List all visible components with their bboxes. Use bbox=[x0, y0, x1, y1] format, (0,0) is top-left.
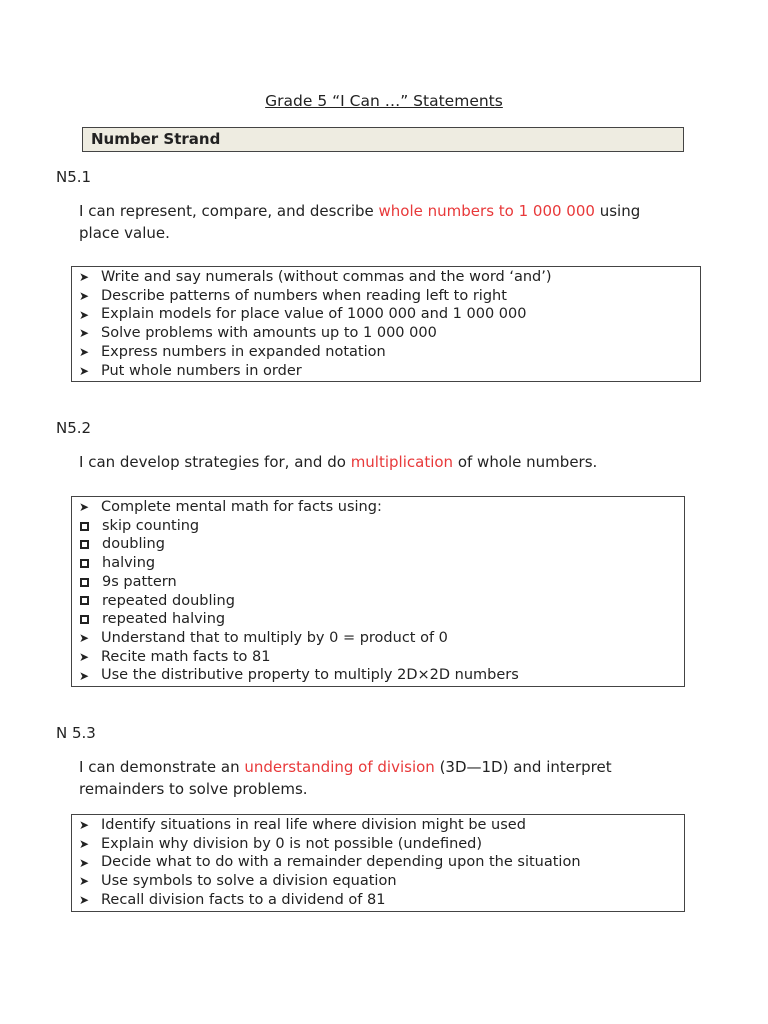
statement-text: I can represent, compare, and describe bbox=[79, 202, 379, 220]
statement-text: I can demonstrate an bbox=[79, 758, 245, 776]
statement-text: I can develop strategies for, and do bbox=[79, 453, 351, 471]
checklist-box bbox=[71, 496, 685, 687]
section-code: N5.2 bbox=[56, 419, 92, 437]
arrow-bullet-icon: ➤ bbox=[79, 874, 90, 889]
strand-header: Number Strand bbox=[82, 127, 684, 152]
list-item bbox=[79, 592, 684, 611]
checkbox-square-icon bbox=[80, 522, 89, 531]
list-item bbox=[79, 535, 684, 554]
list-item bbox=[79, 853, 684, 872]
arrow-bullet-icon: ➤ bbox=[79, 631, 90, 646]
list-item bbox=[79, 305, 700, 324]
list-item bbox=[79, 891, 684, 910]
list-item-text: skip counting bbox=[102, 517, 200, 534]
statement-text: of whole numbers. bbox=[453, 453, 598, 471]
list-item bbox=[79, 517, 684, 536]
arrow-bullet-icon: ➤ bbox=[79, 649, 90, 664]
list-item-text: Decide what to do with a remainder depending upon the situation bbox=[101, 854, 581, 871]
list-item-text: Complete mental math for facts using: bbox=[101, 499, 382, 515]
list-item bbox=[79, 872, 684, 891]
page-title: Grade 5 “I Can …” Statements bbox=[265, 92, 503, 110]
list-item-text: Understand that to multiply by 0 = product of 0 bbox=[101, 629, 448, 646]
statement-text: (3D—1D) and interpret remainders to solve problems. bbox=[79, 758, 612, 798]
statement-highlight: understanding of division bbox=[244, 758, 435, 776]
list-item-text: 9s pattern bbox=[102, 573, 177, 590]
list-item-text: Describe patterns of numbers when reading left to right bbox=[101, 287, 507, 304]
checklist-box bbox=[71, 266, 701, 382]
section-statement bbox=[79, 451, 679, 473]
list-item-text: Recite math facts to 81 bbox=[101, 648, 271, 665]
list-item-text: halving bbox=[102, 555, 156, 572]
list-item-text: Explain models for place value of 1000 000 and 1 000 000 bbox=[101, 306, 527, 323]
list-item-text: doubling bbox=[102, 536, 165, 553]
arrow-bullet-icon: ➤ bbox=[79, 893, 90, 908]
checkbox-square-icon bbox=[80, 540, 89, 549]
arrow-bullet-icon: ➤ bbox=[79, 270, 90, 285]
list-item-text: Solve problems with amounts up to 1 000 000 bbox=[101, 325, 437, 342]
arrow-bullet-icon: ➤ bbox=[79, 668, 90, 683]
checkbox-square-icon bbox=[80, 596, 89, 605]
list-item bbox=[79, 498, 684, 517]
list-item-text: Express numbers in expanded notation bbox=[101, 343, 386, 360]
statement-highlight: multiplication bbox=[350, 453, 454, 471]
list-item-text: Use the distributive property to multiply 2D×2D numbers bbox=[101, 667, 519, 684]
list-item bbox=[79, 666, 684, 685]
list-item-text: repeated doubling bbox=[102, 592, 235, 609]
arrow-bullet-icon: ➤ bbox=[79, 326, 90, 341]
section-code: N5.1 bbox=[56, 168, 92, 186]
statement-highlight: whole numbers to 1 000 000 bbox=[378, 202, 595, 220]
arrow-bullet-icon: ➤ bbox=[79, 500, 90, 515]
statement-text: using place value. bbox=[79, 202, 641, 242]
list-item bbox=[79, 343, 700, 362]
arrow-bullet-icon: ➤ bbox=[79, 307, 90, 322]
list-item bbox=[79, 554, 684, 573]
checklist-box bbox=[71, 814, 685, 912]
list-item bbox=[79, 287, 700, 306]
list-item-text: Explain why division by 0 is not possible (undefined) bbox=[101, 835, 483, 852]
list-item bbox=[79, 610, 684, 629]
section-statement bbox=[79, 200, 679, 244]
checkbox-square-icon bbox=[80, 559, 89, 568]
list-item bbox=[79, 268, 700, 287]
list-item-text: Identify situations in real life where division might be used bbox=[101, 817, 526, 833]
list-item bbox=[79, 629, 684, 648]
list-item-text: repeated halving bbox=[102, 611, 226, 628]
list-item bbox=[79, 362, 700, 381]
list-item-text: Write and say numerals (without commas and the word ‘and’) bbox=[101, 269, 552, 285]
section-code: N 5.3 bbox=[56, 724, 96, 742]
list-item bbox=[79, 835, 684, 854]
list-item-text: Recall division facts to a dividend of 81 bbox=[101, 891, 386, 908]
checkbox-square-icon bbox=[80, 615, 89, 624]
arrow-bullet-icon: ➤ bbox=[79, 363, 90, 378]
arrow-bullet-icon: ➤ bbox=[79, 837, 90, 852]
arrow-bullet-icon: ➤ bbox=[79, 289, 90, 304]
list-item bbox=[79, 816, 684, 835]
list-item bbox=[79, 648, 684, 667]
list-item bbox=[79, 573, 684, 592]
list-item-text: Put whole numbers in order bbox=[101, 362, 302, 379]
arrow-bullet-icon: ➤ bbox=[79, 345, 90, 360]
arrow-bullet-icon: ➤ bbox=[79, 855, 90, 870]
list-item bbox=[79, 324, 700, 343]
section-statement bbox=[79, 756, 679, 800]
list-item-text: Use symbols to solve a division equation bbox=[101, 873, 397, 890]
checkbox-square-icon bbox=[80, 578, 89, 587]
arrow-bullet-icon: ➤ bbox=[79, 818, 90, 833]
